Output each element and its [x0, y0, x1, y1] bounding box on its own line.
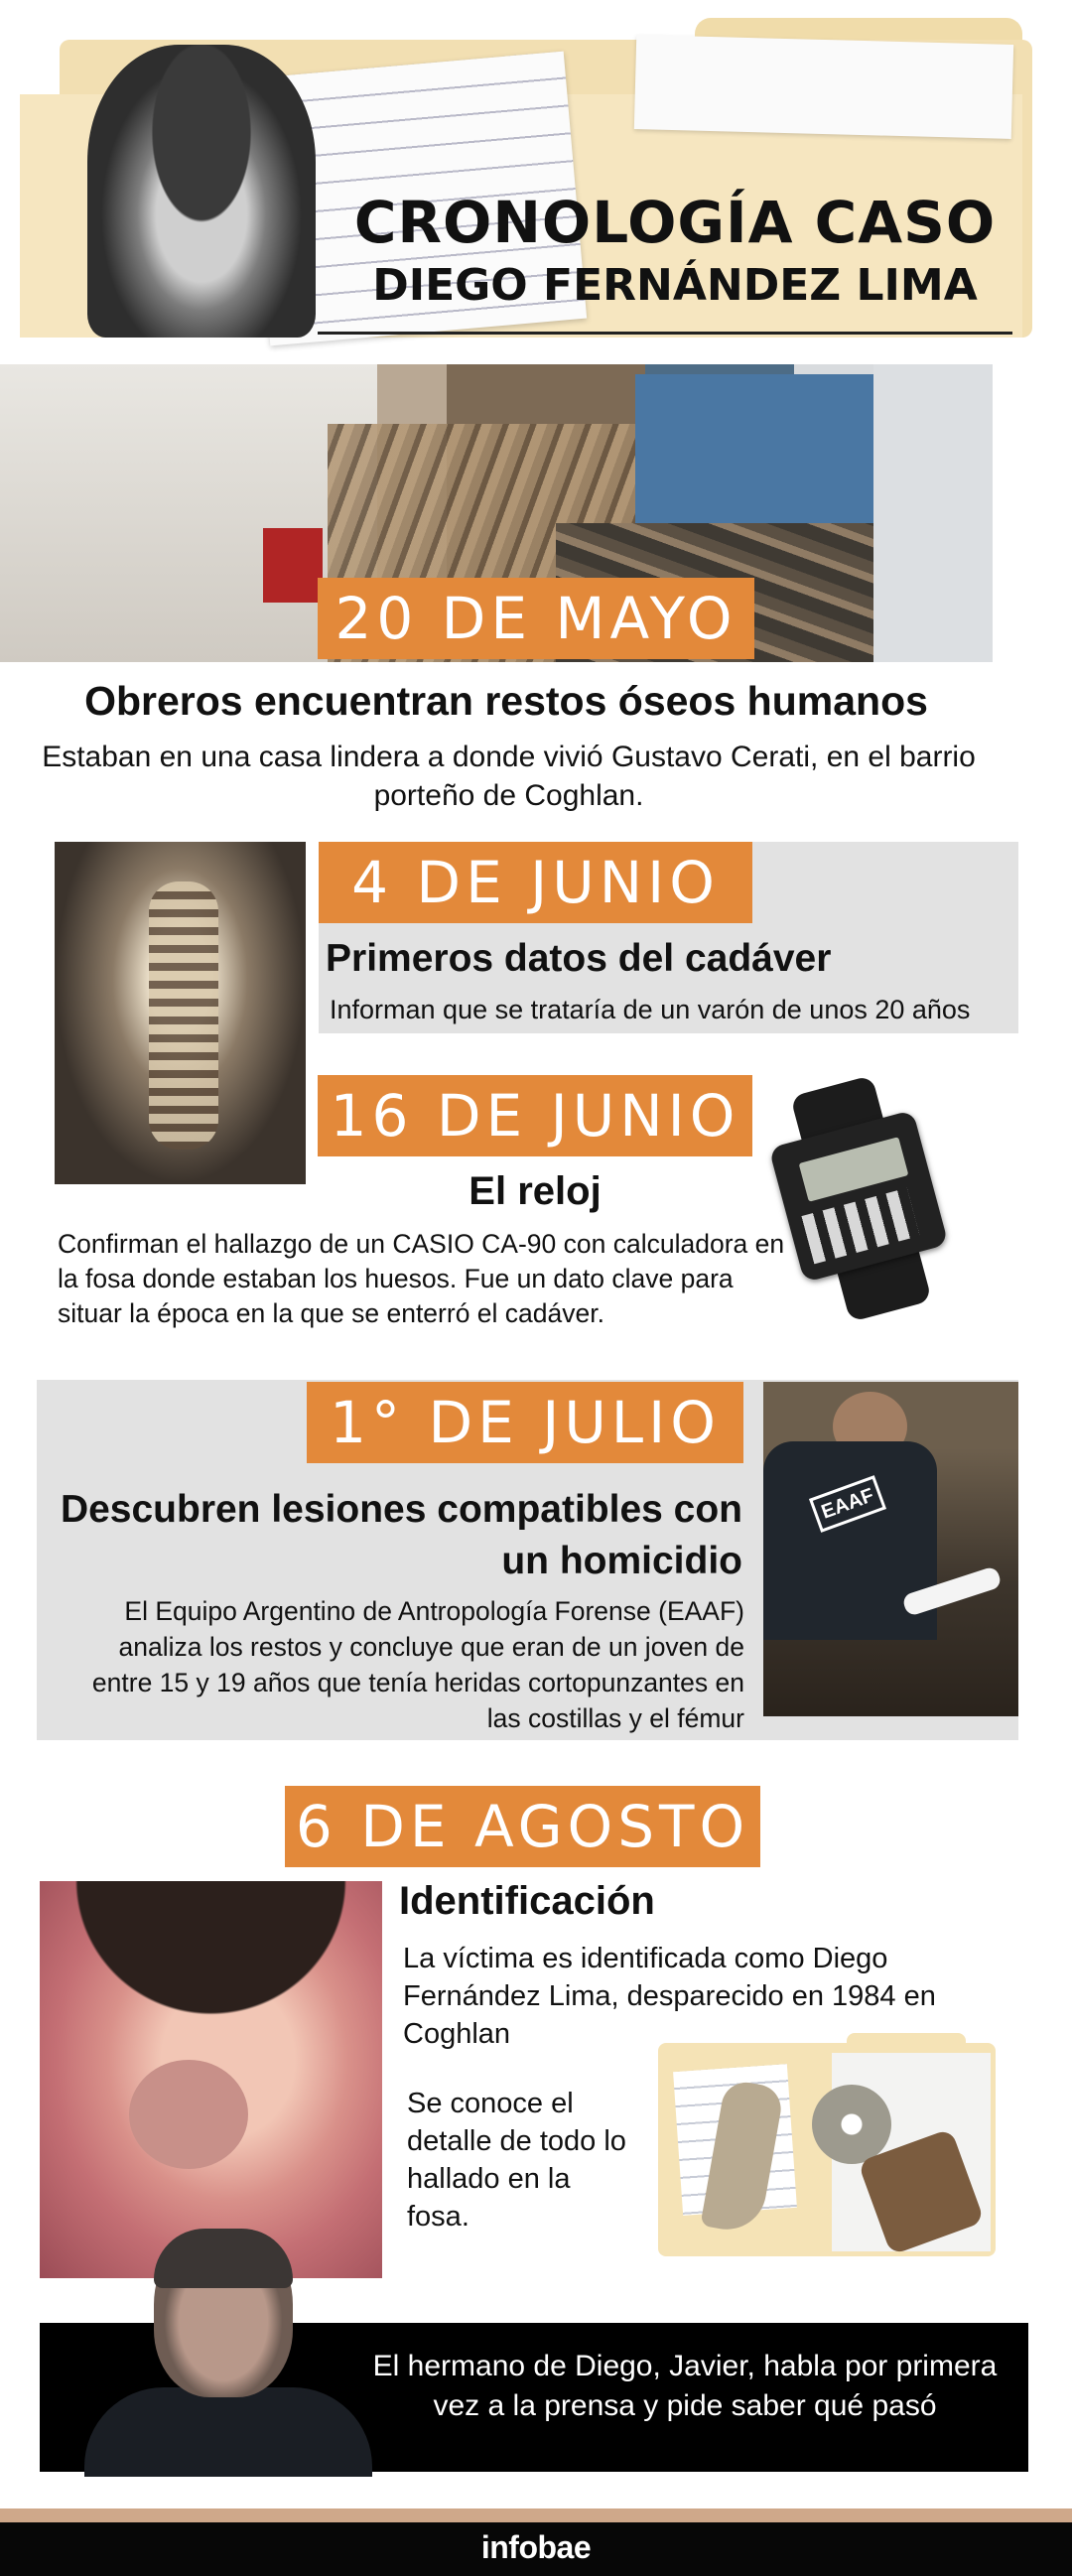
event-note: Se conoce el detalle de todo lo hallado en la fosa. [407, 2088, 626, 2233]
page-title-line1: CRONOLOGÍA CASO [353, 189, 997, 256]
watch-case [768, 1110, 948, 1283]
eaaf-logo: EAAF [809, 1475, 886, 1533]
skeleton-image [149, 881, 218, 1150]
photo-red-sign [263, 528, 323, 603]
evidence-folder-image [658, 2043, 996, 2256]
diego-photo [40, 1881, 382, 2278]
event-headline: El reloj [469, 1169, 602, 1213]
event-body: El Equipo Argentino de Antropología Forense (EAAF) analiza los restos y concluye que eran de un joven de entre 15 y 19 años que tenía heridas cortopunzantes en las costillas y el fémur [91, 1596, 744, 1733]
title-divider [318, 332, 1012, 335]
date-badge-august-6: 6 DE AGOSTO [285, 1786, 760, 1867]
event-body: Confirman el hallazgo de un CASIO CA-90 con calculadora en la fosa donde estaban los huesos. Fue un dato clave para situar la época en la que se enterró el cadáver. [58, 1229, 785, 1328]
date-badge-may-20: 20 DE MAYO [318, 578, 754, 659]
event-headline: Obreros encuentran restos óseos humanos [84, 678, 928, 724]
photo-hair [154, 2229, 293, 2288]
event-headline: Primeros datos del cadáver [326, 937, 832, 980]
event-body: Informan que se trataría de un varón de unos 20 años [330, 995, 971, 1024]
forensic-team-photo [763, 1382, 1018, 1716]
event-headline: Descubren lesiones compatibles con un homicidio [60, 1488, 742, 1582]
photo-face [129, 2060, 248, 2169]
event-body: Estaban en una casa lindera a donde vivió Gustavo Cerati, en el barrio porteño de Coghlan. [42, 741, 976, 812]
event-headline: Identificación [399, 1879, 655, 1923]
white-paper-decoration [634, 35, 1013, 139]
photo-hair [40, 1881, 382, 2050]
photo-body [84, 2387, 372, 2477]
photo-right-wall [873, 364, 993, 662]
casio-watch-image [774, 1082, 948, 1315]
page-title-line2: DIEGO FERNÁNDEZ LIMA [372, 260, 978, 311]
brand-logo[interactable]: infobae [480, 2529, 592, 2565]
event-body: La víctima es identificada como Diego Fernández Lima, desparecido en 1984 en Coghlan [403, 1943, 936, 2050]
victim-portrait-photo [87, 45, 316, 338]
header [0, 0, 1072, 352]
date-badge-july-1: 1° DE JULIO [307, 1382, 743, 1463]
brother-photo [84, 2229, 382, 2477]
date-badge-june-16: 16 DE JUNIO [318, 1075, 752, 1156]
coin-image [812, 2085, 891, 2164]
bones-photo [55, 842, 306, 1184]
footer-divider [0, 2508, 1072, 2522]
banner-text: El hermano de Diego, Javier, habla por primera vez a la prensa y pide saber qué pasó [372, 2350, 998, 2422]
date-badge-june-4: 4 DE JUNIO [319, 842, 752, 923]
photo-blue-house [635, 374, 873, 543]
